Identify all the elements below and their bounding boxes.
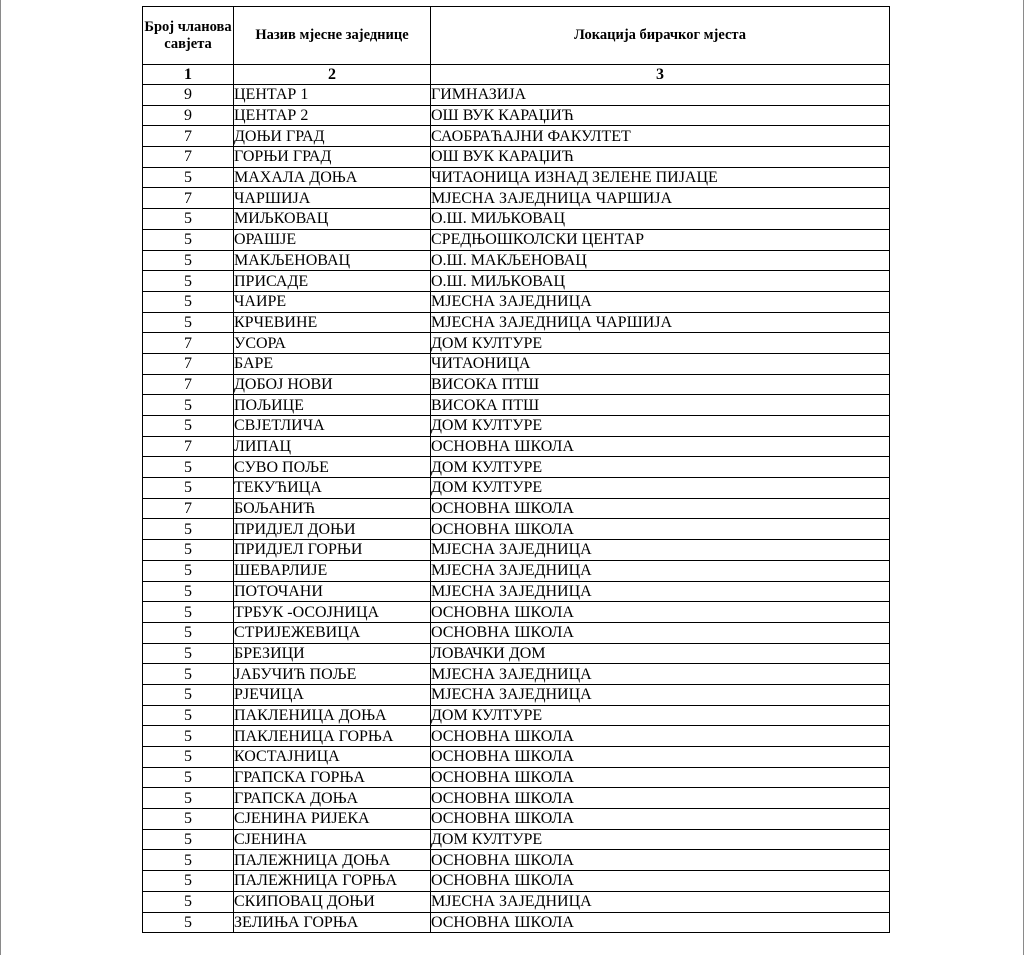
council-member-count: 5	[143, 622, 234, 643]
community-name: КОСТАЈНИЦА	[234, 747, 431, 768]
community-name: ГОРЊИ ГРАД	[234, 147, 431, 168]
table-row	[143, 416, 890, 437]
table-row	[143, 726, 890, 747]
polling-location: ОСНОВНА ШКОЛА	[431, 602, 890, 623]
polling-location: МЈЕСНА ЗАЈЕДНИЦА	[431, 684, 890, 705]
header-polling-location: Локација бирачког мјеста	[431, 7, 890, 65]
polling-location: ОСНОВНА ШКОЛА	[431, 622, 890, 643]
council-member-count: 7	[143, 498, 234, 519]
polling-location: ЧИТАОНИЦА ИЗНАД ЗЕЛЕНЕ ПИЈАЦЕ	[431, 167, 890, 188]
council-member-count: 5	[143, 705, 234, 726]
council-member-count: 5	[143, 912, 234, 933]
table-row	[143, 622, 890, 643]
table-row	[143, 912, 890, 933]
table-body	[143, 85, 890, 933]
polling-location: ОСНОВНА ШКОЛА	[431, 747, 890, 768]
polling-location: ОШ ВУК КАРАЏИЋ	[431, 105, 890, 126]
polling-location: ЧИТАОНИЦА	[431, 353, 890, 374]
community-name: ЦЕНТАР 2	[234, 105, 431, 126]
community-name: ГРАПСКА ГОРЊА	[234, 767, 431, 788]
polling-location: ОСНОВНА ШКОЛА	[431, 912, 890, 933]
community-name: ОРАШЈЕ	[234, 229, 431, 250]
polling-location: ОСНОВНА ШКОЛА	[431, 767, 890, 788]
community-name: ПАЛЕЖНИЦА ДОЊА	[234, 850, 431, 871]
header-community-name: Назив мјесне заједнице	[234, 7, 431, 65]
community-name: ПРИДЈЕЛ ДОЊИ	[234, 519, 431, 540]
council-member-count: 9	[143, 85, 234, 106]
polling-stations-table	[142, 6, 890, 933]
community-name: ЗЕЛИЊА ГОРЊА	[234, 912, 431, 933]
community-name: ПАКЛЕНИЦА ГОРЊА	[234, 726, 431, 747]
polling-location: МЈЕСНА ЗАЈЕДНИЦА	[431, 291, 890, 312]
council-member-count: 5	[143, 829, 234, 850]
council-member-count: 5	[143, 416, 234, 437]
community-name: ДОБОЈ НОВИ	[234, 374, 431, 395]
table-row	[143, 498, 890, 519]
council-member-count: 5	[143, 891, 234, 912]
council-member-count: 5	[143, 395, 234, 416]
table-row	[143, 312, 890, 333]
council-member-count: 5	[143, 271, 234, 292]
community-name: МАХАЛА ДОЊА	[234, 167, 431, 188]
community-name: ГРАПСКА ДОЊА	[234, 788, 431, 809]
table-header-row	[143, 7, 890, 65]
polling-location: ВИСОКА ПТШ	[431, 374, 890, 395]
table-row	[143, 291, 890, 312]
community-name: ПАЛЕЖНИЦА ГОРЊА	[234, 871, 431, 892]
council-member-count: 7	[143, 374, 234, 395]
community-name: РЈЕЧИЦА	[234, 684, 431, 705]
table-row	[143, 395, 890, 416]
council-member-count: 5	[143, 478, 234, 499]
table-row	[143, 871, 890, 892]
table-row	[143, 147, 890, 168]
community-name: УСОРА	[234, 333, 431, 354]
polling-location: ДОМ КУЛТУРЕ	[431, 478, 890, 499]
table-row	[143, 829, 890, 850]
council-member-count: 5	[143, 788, 234, 809]
community-name: БРЕЗИЦИ	[234, 643, 431, 664]
polling-location: ОСНОВНА ШКОЛА	[431, 809, 890, 830]
council-member-count: 7	[143, 147, 234, 168]
table-row	[143, 374, 890, 395]
polling-location: ОСНОВНА ШКОЛА	[431, 850, 890, 871]
community-name: ЧАИРЕ	[234, 291, 431, 312]
council-member-count: 5	[143, 684, 234, 705]
community-name: СЈЕНИНА РИЈЕКА	[234, 809, 431, 830]
column-number: 1	[143, 65, 234, 85]
polling-location: ОСНОВНА ШКОЛА	[431, 498, 890, 519]
table-row	[143, 85, 890, 106]
table-row	[143, 209, 890, 230]
table-row	[143, 105, 890, 126]
community-name: ЦЕНТАР 1	[234, 85, 431, 106]
council-member-count: 5	[143, 643, 234, 664]
community-name: ПРИДЈЕЛ ГОРЊИ	[234, 540, 431, 561]
polling-location: ДОМ КУЛТУРЕ	[431, 829, 890, 850]
council-member-count: 5	[143, 726, 234, 747]
community-name: ПРИСАДЕ	[234, 271, 431, 292]
table-row	[143, 684, 890, 705]
polling-location: ОСНОВНА ШКОЛА	[431, 436, 890, 457]
council-member-count: 5	[143, 664, 234, 685]
polling-location: САОБРАЋАЈНИ ФАКУЛТЕТ	[431, 126, 890, 147]
council-member-count: 5	[143, 519, 234, 540]
community-name: ШЕВАРЛИЈЕ	[234, 560, 431, 581]
polling-location: ОШ ВУК КАРАЏИЋ	[431, 147, 890, 168]
council-member-count: 7	[143, 188, 234, 209]
polling-location: МЈЕСНА ЗАЈЕДНИЦА	[431, 560, 890, 581]
table-row	[143, 353, 890, 374]
community-name: ТРБУК -ОСОЈНИЦА	[234, 602, 431, 623]
community-name: БАРЕ	[234, 353, 431, 374]
council-member-count: 5	[143, 457, 234, 478]
community-name: ДОЊИ ГРАД	[234, 126, 431, 147]
polling-location: О.Ш. МАКЉЕНОВАЦ	[431, 250, 890, 271]
community-name: МАКЉЕНОВАЦ	[234, 250, 431, 271]
polling-location: ОСНОВНА ШКОЛА	[431, 788, 890, 809]
table-row	[143, 767, 890, 788]
table-row	[143, 850, 890, 871]
table-row	[143, 457, 890, 478]
community-name: КРЧЕВИНЕ	[234, 312, 431, 333]
polling-location: МЈЕСНА ЗАЈЕДНИЦА	[431, 581, 890, 602]
council-member-count: 7	[143, 353, 234, 374]
community-name: БОЉАНИЋ	[234, 498, 431, 519]
council-member-count: 5	[143, 312, 234, 333]
community-name: ПАКЛЕНИЦА ДОЊА	[234, 705, 431, 726]
council-member-count: 5	[143, 540, 234, 561]
polling-location: ДОМ КУЛТУРЕ	[431, 705, 890, 726]
council-member-count: 5	[143, 229, 234, 250]
council-member-count: 5	[143, 581, 234, 602]
table-row	[143, 581, 890, 602]
council-member-count: 7	[143, 333, 234, 354]
header-council-members: Број чланова савјета	[143, 7, 234, 65]
council-member-count: 5	[143, 809, 234, 830]
polling-location: МЈЕСНА ЗАЈЕДНИЦА ЧАРШИЈА	[431, 188, 890, 209]
column-number: 3	[431, 65, 890, 85]
table-row	[143, 126, 890, 147]
column-number: 2	[234, 65, 431, 85]
column-number-row	[143, 65, 890, 85]
polling-location: МЈЕСНА ЗАЈЕДНИЦА	[431, 540, 890, 561]
council-member-count: 7	[143, 436, 234, 457]
table-row	[143, 788, 890, 809]
council-member-count: 5	[143, 209, 234, 230]
community-name: СВЈЕТЛИЧА	[234, 416, 431, 437]
polling-location: ОСНОВНА ШКОЛА	[431, 726, 890, 747]
community-name: СТРИЈЕЖЕВИЦА	[234, 622, 431, 643]
community-name: МИЉКОВАЦ	[234, 209, 431, 230]
council-member-count: 5	[143, 767, 234, 788]
polling-location: МЈЕСНА ЗАЈЕДНИЦА	[431, 891, 890, 912]
polling-location: ГИМНАЗИЈА	[431, 85, 890, 106]
polling-location: ЛОВАЧКИ ДОМ	[431, 643, 890, 664]
polling-location: О.Ш. МИЉКОВАЦ	[431, 209, 890, 230]
council-member-count: 5	[143, 167, 234, 188]
table-row	[143, 250, 890, 271]
council-member-count: 5	[143, 850, 234, 871]
community-name: ПОЉИЦЕ	[234, 395, 431, 416]
polling-location: ОСНОВНА ШКОЛА	[431, 519, 890, 540]
table-row	[143, 809, 890, 830]
council-member-count: 5	[143, 250, 234, 271]
table-row	[143, 271, 890, 292]
table-row	[143, 519, 890, 540]
council-member-count: 5	[143, 871, 234, 892]
page-edge-left	[0, 0, 1, 955]
council-member-count: 5	[143, 560, 234, 581]
polling-location: ДОМ КУЛТУРЕ	[431, 416, 890, 437]
community-name: СУВО ПОЉЕ	[234, 457, 431, 478]
community-name: ЈАБУЧИЋ ПОЉЕ	[234, 664, 431, 685]
council-member-count: 5	[143, 602, 234, 623]
council-member-count: 7	[143, 126, 234, 147]
table-row	[143, 540, 890, 561]
polling-location: О.Ш. МИЉКОВАЦ	[431, 271, 890, 292]
table-row	[143, 167, 890, 188]
polling-location: ДОМ КУЛТУРЕ	[431, 333, 890, 354]
community-name: СЈЕНИНА	[234, 829, 431, 850]
table-row	[143, 229, 890, 250]
polling-location: МЈЕСНА ЗАЈЕДНИЦА	[431, 664, 890, 685]
polling-location: МЈЕСНА ЗАЈЕДНИЦА ЧАРШИЈА	[431, 312, 890, 333]
community-name: ЧАРШИЈА	[234, 188, 431, 209]
table-row	[143, 705, 890, 726]
community-name: ЛИПАЦ	[234, 436, 431, 457]
table-row	[143, 747, 890, 768]
table-row	[143, 436, 890, 457]
table-row	[143, 664, 890, 685]
table-row	[143, 478, 890, 499]
community-name: ТЕКУЋИЦА	[234, 478, 431, 499]
community-name: СКИПОВАЦ ДОЊИ	[234, 891, 431, 912]
table-row	[143, 602, 890, 623]
polling-location: ОСНОВНА ШКОЛА	[431, 871, 890, 892]
table-row	[143, 188, 890, 209]
polling-location: ДОМ КУЛТУРЕ	[431, 457, 890, 478]
council-member-count: 5	[143, 291, 234, 312]
polling-location: ВИСОКА ПТШ	[431, 395, 890, 416]
table-row	[143, 891, 890, 912]
table-row	[143, 333, 890, 354]
polling-location: СРЕДЊОШКОЛСКИ ЦЕНТАР	[431, 229, 890, 250]
table-row	[143, 560, 890, 581]
community-name: ПОТОЧАНИ	[234, 581, 431, 602]
council-member-count: 9	[143, 105, 234, 126]
table-row	[143, 643, 890, 664]
council-member-count: 5	[143, 747, 234, 768]
